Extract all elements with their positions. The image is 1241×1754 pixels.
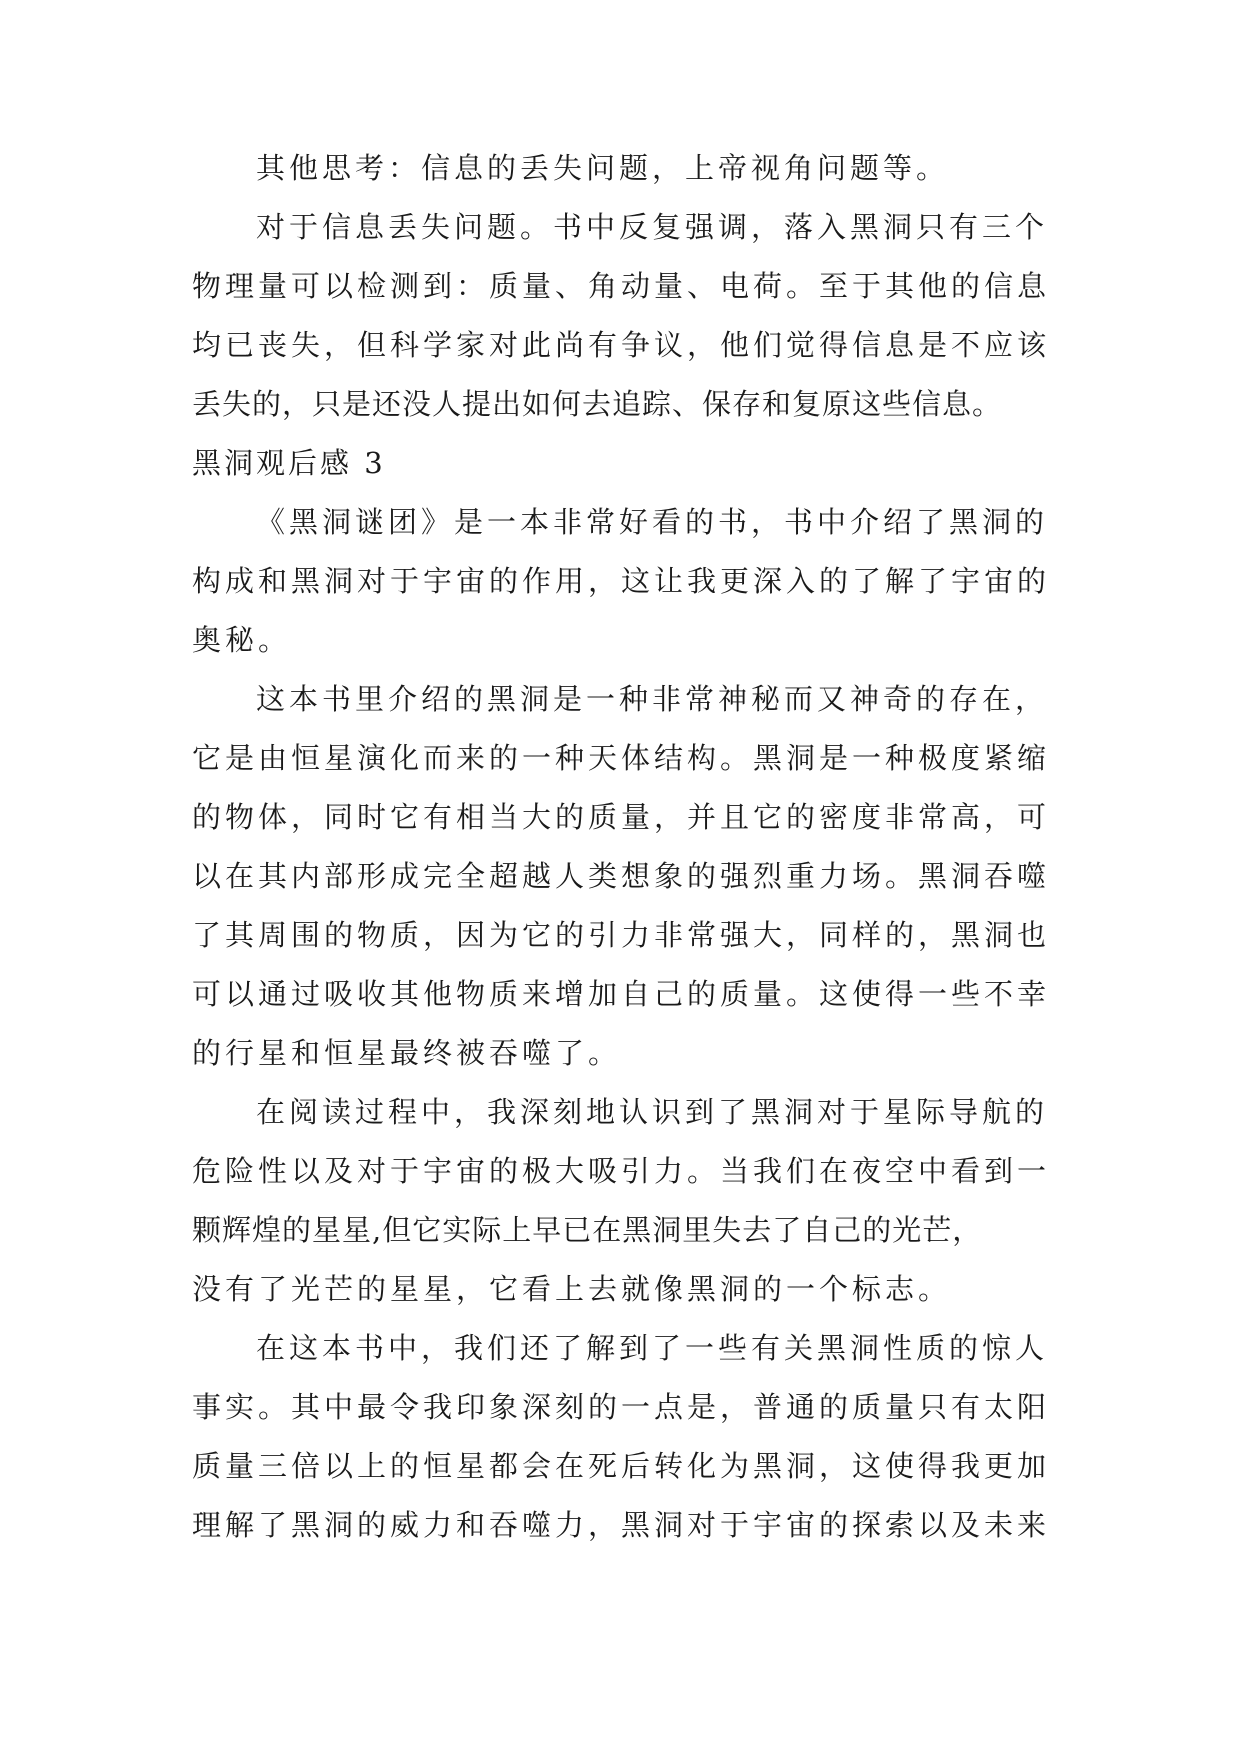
paragraph-line: 的行星和恒星最终被吞噬了。: [192, 1036, 622, 1070]
paragraph-line: 其他思考：信息的丢失问题，上帝视角问题等。: [256, 151, 950, 185]
paragraph-line: 这本书里介绍的黑洞是一种非常神秘而又神奇的存在，: [256, 682, 1049, 716]
paragraph-line: 对于信息丢失问题。书中反复强调，落入黑洞只有三个: [256, 210, 1049, 244]
paragraph-line: 物理量可以检测到：质量、角动量、电荷。至于其他的信息: [192, 269, 1051, 303]
paragraph-line: 颗辉煌的星星,但它实际上早已在黑洞里失去了自己的光芒，: [192, 1213, 983, 1247]
paragraph-line: 没有了光芒的星星，它看上去就像黑洞的一个标志。: [192, 1272, 952, 1306]
section-heading: 黑洞观后感 3: [192, 446, 386, 480]
paragraph-line: 在阅读过程中，我深刻地认识到了黑洞对于星际导航的: [256, 1095, 1049, 1129]
paragraph-line: 在这本书中，我们还了解到了一些有关黑洞性质的惊人: [256, 1331, 1049, 1365]
paragraph-line: 它是由恒星演化而来的一种天体结构。黑洞是一种极度紧缩: [192, 741, 1051, 775]
paragraph-line: 危险性以及对于宇宙的极大吸引力。当我们在夜空中看到一: [192, 1154, 1051, 1188]
paragraph-line: 的物体，同时它有相当大的质量，并且它的密度非常高，可: [192, 800, 1051, 834]
paragraph-line: 了其周围的物质，因为它的引力非常强大，同样的，黑洞也: [192, 918, 1051, 952]
paragraph-line: 《黑洞谜团》是一本非常好看的书，书中介绍了黑洞的: [256, 505, 1049, 539]
paragraph-line: 可以通过吸收其他物质来增加自己的质量。这使得一些不幸: [192, 977, 1051, 1011]
paragraph-line: 事实。其中最令我印象深刻的一点是，普通的质量只有太阳: [192, 1390, 1051, 1424]
paragraph-line: 均已丧失，但科学家对此尚有争议，他们觉得信息是不应该: [192, 328, 1051, 362]
paragraph-line: 奥秘。: [192, 623, 292, 657]
paragraph-line: 以在其内部形成完全超越人类想象的强烈重力场。黑洞吞噬: [192, 859, 1051, 893]
paragraph-line: 丢失的，只是还没人提出如何去追踪、保存和复原这些信息。: [192, 387, 1003, 421]
paragraph-line: 理解了黑洞的威力和吞噬力，黑洞对于宇宙的探索以及未来: [192, 1508, 1051, 1542]
paragraph-line: 构成和黑洞对于宇宙的作用，这让我更深入的了解了宇宙的: [192, 564, 1051, 598]
paragraph-line: 质量三倍以上的恒星都会在死后转化为黑洞，这使得我更加: [192, 1449, 1051, 1483]
